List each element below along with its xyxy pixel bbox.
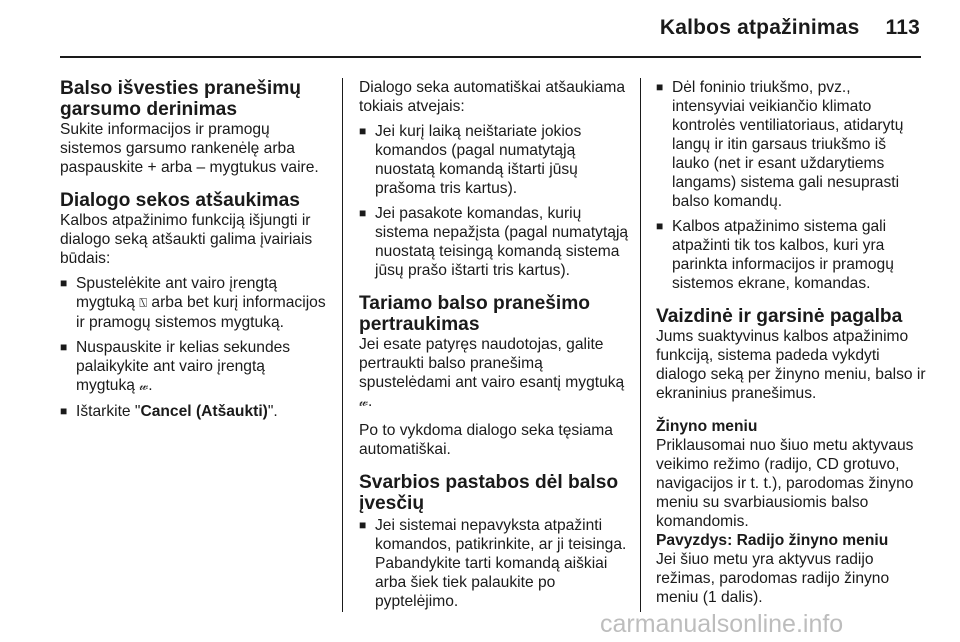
list-item: ■ Jei sistemai nepavyksta atpažinti komandos, patikrinkite, ar ji teisinga. Pabandykite tarti komandą aiškiai arba šiek tiek palaukite po pyptelėjimo. [359, 516, 629, 611]
list-item-text: arba bet kurį informacijos ir pramogų sistemos mygtuką. [76, 294, 326, 331]
subsection-heading: Pavyzdys: Radijo žinyno meniu [656, 532, 889, 549]
list-item: ■ Jei kurį laiką neištariate jokios komandos (pagal numatytąją nuostatą komandą ištarti jūsų prašoma tris kartus). [359, 122, 629, 198]
list-item-text: . [148, 377, 153, 394]
section-heading: Dialogo sekos atšaukimas [60, 190, 300, 211]
section-heading: Vaizdinė ir garsinė pagalba [656, 306, 903, 327]
paragraph: Jums suaktyvinus kalbos atpažinimo funkciją, sistema padeda vykdyti dialogo seką per žinyno meniu, balso ir ekraninius pranešimus. [656, 328, 926, 402]
column-2 [359, 78, 629, 611]
column-divider [640, 78, 641, 612]
list-item-text: ". [267, 403, 278, 420]
list-item: ■ Kalbos atpažinimo sistema gali atpažinti tik tos kalbos, kuri yra parinkta informacijos ir pramogų sistemos ekrane, komandas. [656, 217, 926, 293]
bullet-list [656, 78, 926, 293]
list-item: ■ Dėl foninio triukšmo, pvz., intensyviai veikiančio klimato kontrolės ventiliatoriaus, atidarytų langų ir itin garsaus triukšmo iš lauko (net ir esant uždarytiems langams) sistema gali nesuprasti balso komandų. [656, 78, 926, 211]
section-heading: Balso išvesties pranešimų garsumo derinimas [60, 78, 302, 120]
list-item-text: Nuspauskite ir kelias sekundes palaikykite ant vairo įrengtą mygtuką [76, 339, 291, 394]
paragraph: Priklausomai nuo šiuo metu aktyvaus veikimo režimo (radijo, CD grotuvo, navigacijos ir t. t.), parodomas žinyno meniu su svarbiausiomis balso komandomis. [656, 437, 914, 530]
bullet-list [60, 274, 328, 421]
command-text: Cancel (Atšaukti) [140, 403, 268, 420]
list-item [60, 338, 328, 396]
subsection-heading: Žinyno meniu [656, 418, 758, 435]
watermark: carmanualsonline.info [600, 610, 844, 638]
paragraph: Dialogo seka automatiškai atšaukiama tokiais atvejais: [359, 79, 626, 115]
paragraph [359, 335, 629, 412]
section-heading: Svarbios pastabos dėl balso įvesčių [359, 472, 619, 514]
column-1 [60, 78, 328, 421]
voice-icon: 𝓌 [139, 379, 149, 394]
paragraph-text: Jei esate patyręs naudotojas, galite pertraukti balso pranešimą spustelėdami ant vairo esantį mygtuką [359, 336, 625, 391]
column-3 [656, 78, 926, 607]
list-item [60, 274, 328, 332]
paragraph-text: . [368, 393, 373, 410]
list-item: ■ Jei pasakote komandas, kurių sistema nepažįsta (pagal numatytąją nuostatą teisingą komandą sistema jūsų prašo ištarti tris kartus). [359, 204, 629, 280]
bullet-list [359, 516, 629, 611]
column-divider [342, 78, 343, 612]
page-number: 113 [885, 16, 920, 39]
bullet-list [359, 122, 629, 280]
voice-icon: 𝓌 [359, 395, 369, 410]
paragraph: Kalbos atpažinimo funkciją išjungti ir dialogo seką atšaukti galima įvairiais būdais: [60, 212, 313, 267]
section-heading: Tariamo balso pranešimo pertraukimas [359, 293, 591, 335]
page-header [660, 16, 920, 40]
header-title: Kalbos atpažinimas [659, 16, 860, 39]
paragraph: Sukite informacijos ir pramogų sistemos garsumo rankenėlę arba paspauskite + arba – mygtukus vaire. [60, 121, 319, 176]
header-rule [60, 56, 921, 58]
list-item [60, 402, 328, 421]
mute-icon: ⍂ [139, 296, 148, 311]
list-item-text: Spustelėkite ant vairo įrengtą mygtuką [76, 275, 278, 311]
list-item-text: Ištarkite " [76, 403, 141, 420]
paragraph: Po to vykdoma dialogo seka tęsiama automatiškai. [359, 422, 613, 458]
paragraph: Jei šiuo metu yra aktyvus radijo režimas, parodomas radijo žinyno meniu (1 dalis). [656, 551, 890, 606]
